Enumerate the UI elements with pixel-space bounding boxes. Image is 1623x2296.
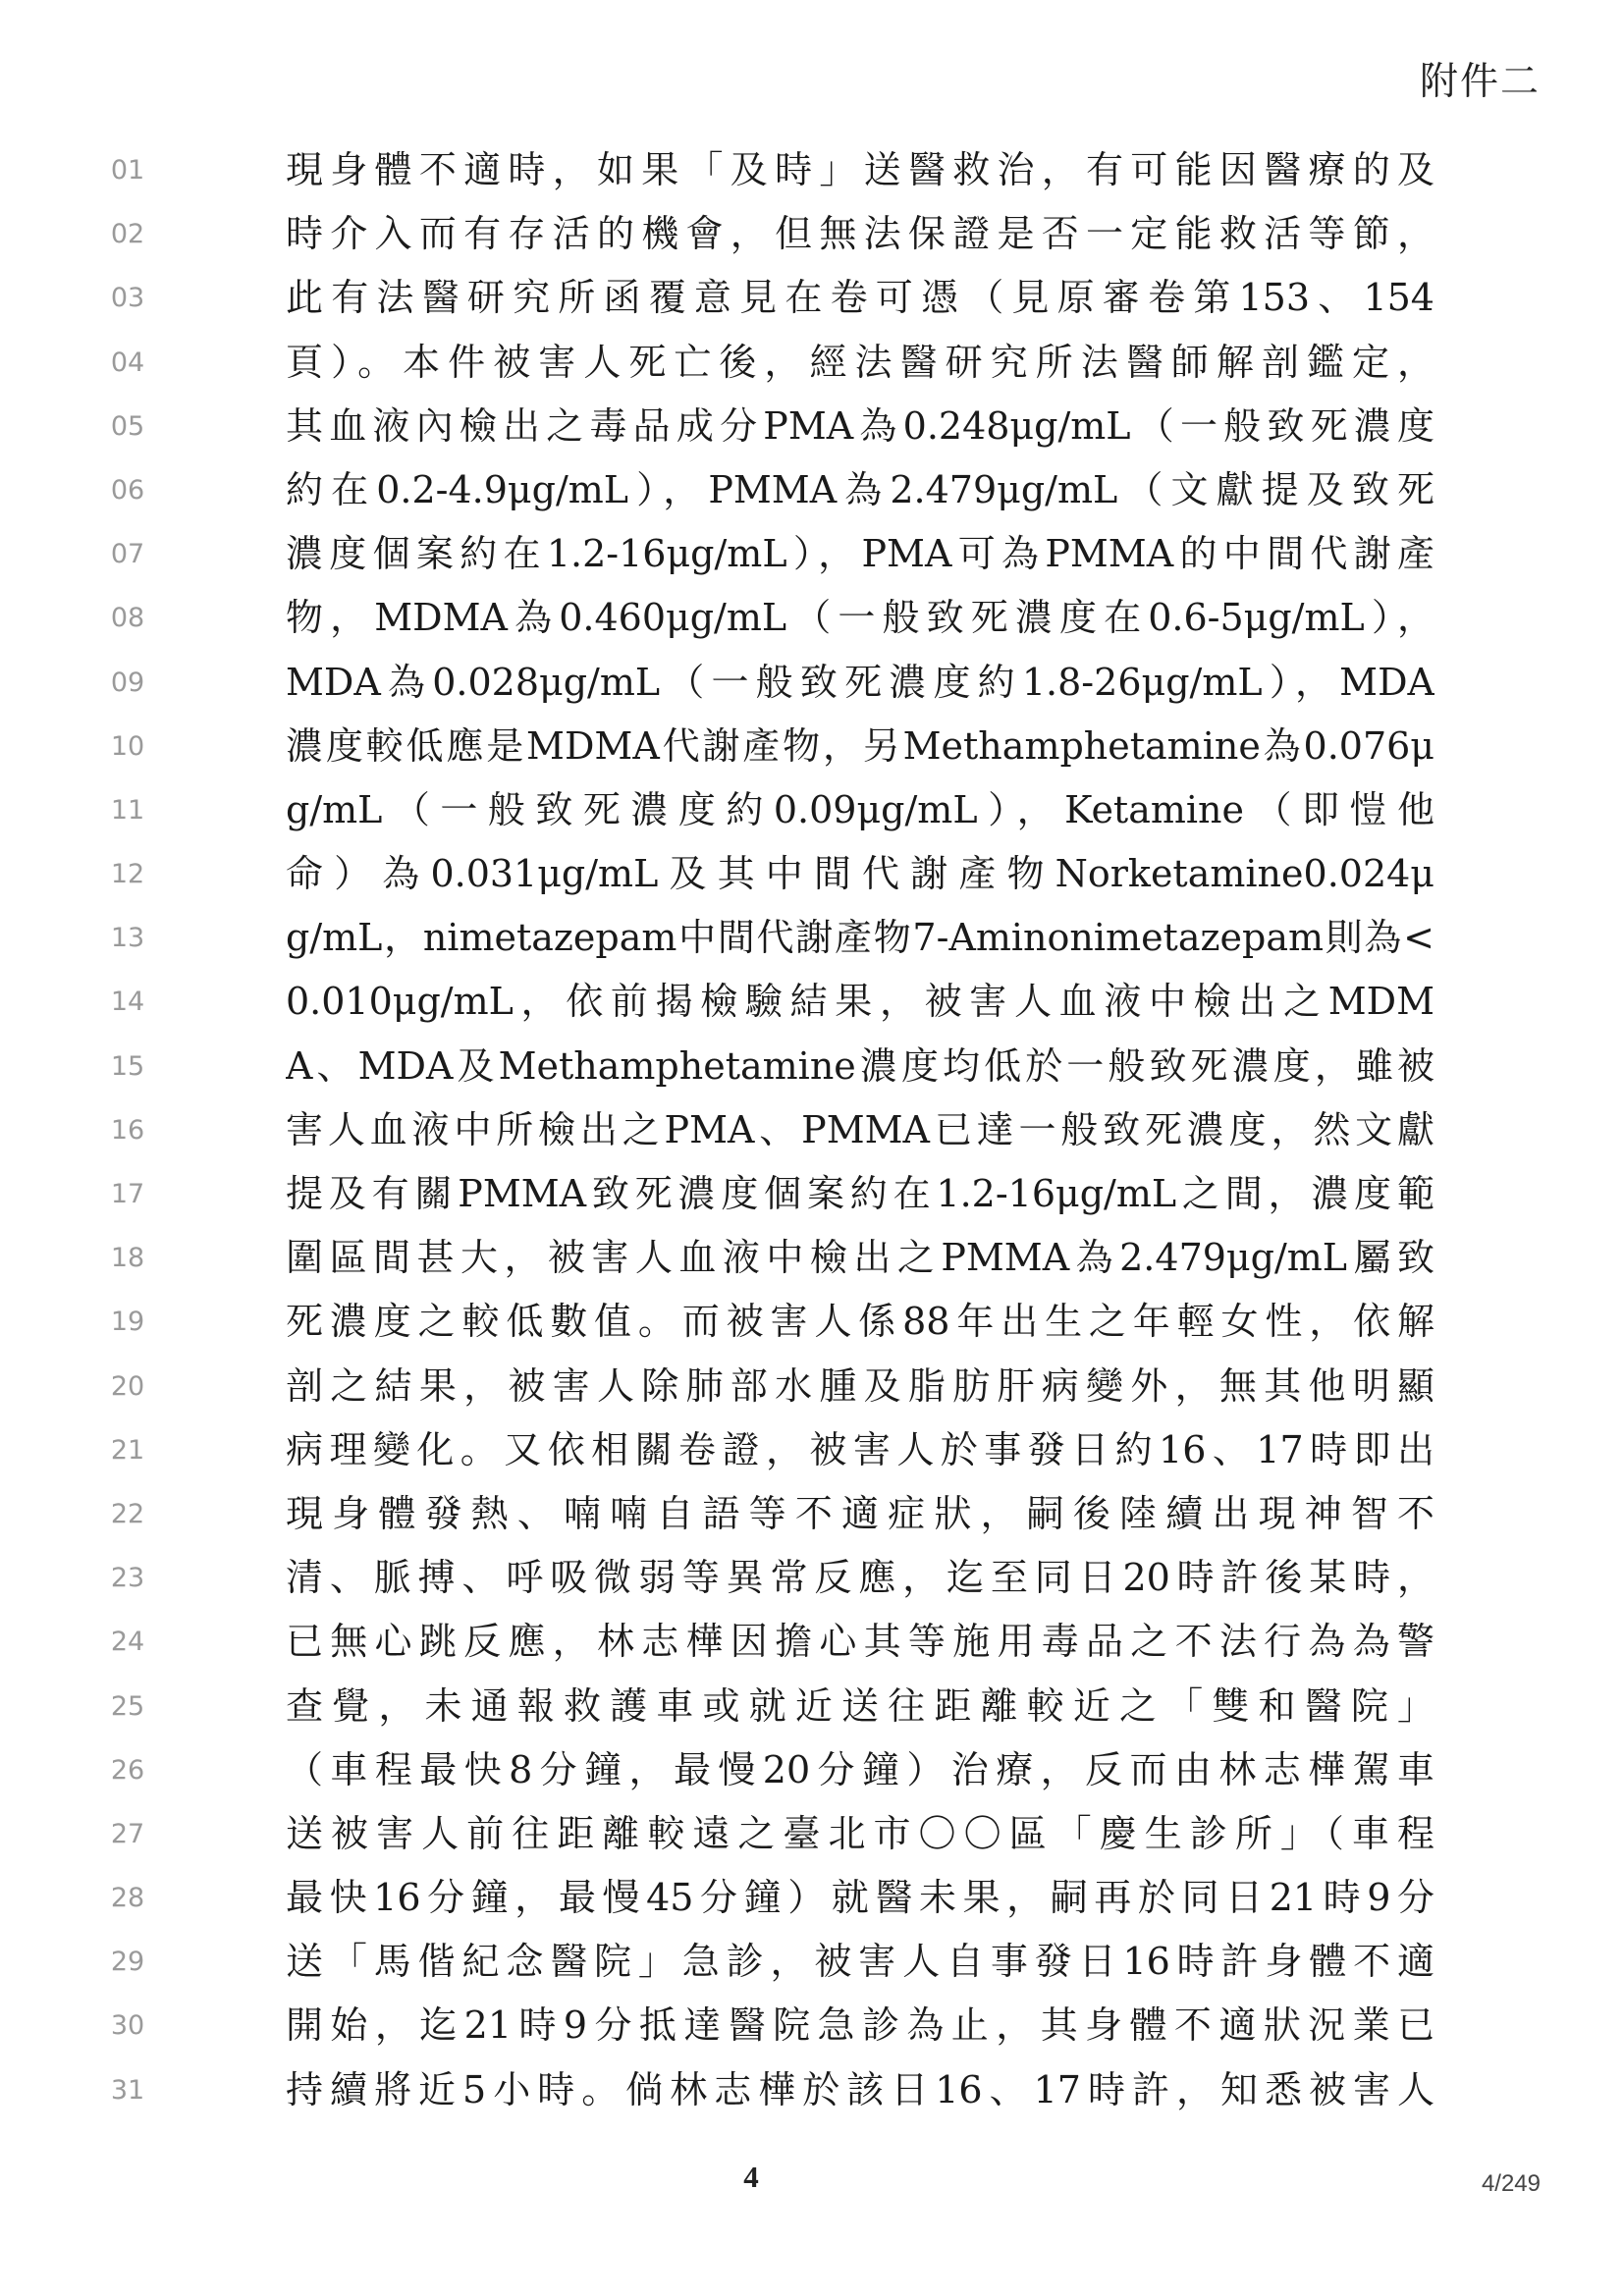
line-number: 07 (110, 539, 145, 570)
line-number: 20 (110, 1370, 145, 1402)
line-number: 24 (110, 1627, 145, 1658)
line-number: 22 (110, 1498, 145, 1529)
line-text: 剖之結果，被害人除肺部水腫及脂肪肝病變外，無其他明顯 (286, 1363, 1434, 1408)
text-line (0, 1997, 1623, 2060)
line-text: 提及有關PMMA致死濃度個案約在1.2-16μg/mL之間，濃度範 (286, 1172, 1434, 1215)
text-line (0, 1678, 1623, 1741)
text-line (0, 781, 1623, 845)
line-number: 04 (110, 347, 145, 378)
line-text: 送被害人前往距離較遠之臺北市〇〇區「慶生診所」（車程 (286, 1811, 1434, 1855)
page-count: 4/249 (1481, 2170, 1541, 2197)
line-number: 26 (110, 1754, 145, 1786)
text-line (0, 1165, 1623, 1229)
line-text: 開始，迄21時9分抵達醫院急診為止，其身體不適狀況業已 (286, 2003, 1434, 2048)
line-number: 30 (110, 2010, 145, 2042)
line-number: 31 (110, 2074, 145, 2106)
text-line (0, 1549, 1623, 1613)
line-text: g/mL（一般致死濃度約0.09μg/mL），Ketamine（即愷他 (286, 787, 1434, 831)
line-text: 時介入而有存活的機會，但無法保證是否一定能救活等節， (286, 212, 1434, 256)
line-text: 此有法醫研究所函覆意見在卷可憑（見原審卷第153、154 (286, 276, 1434, 320)
text-line (0, 1101, 1623, 1165)
line-number: 06 (110, 474, 145, 506)
line-number: 11 (110, 794, 145, 826)
line-text: 濃度較低應是MDMA代謝產物，另Methamphetamine為0.076μ (286, 723, 1434, 768)
text-line (0, 718, 1623, 781)
text-line (0, 1038, 1623, 1101)
line-number: 29 (110, 1947, 145, 1978)
text-line (0, 1358, 1623, 1421)
line-number: 28 (110, 1883, 145, 1914)
text-line (0, 1485, 1623, 1549)
line-text: 送「馬偕紀念醫院」急診，被害人自事發日16時許身體不適 (286, 1940, 1434, 1984)
line-number: 03 (110, 283, 145, 314)
line-text: 約在0.2-4.9μg/mL），PMMA為2.479μg/mL（文獻提及致死 (286, 467, 1434, 511)
text-line (0, 1805, 1623, 1869)
line-text: 物，MDMA為0.460μg/mL（一般致死濃度在0.6-5μg/mL）， (286, 596, 1434, 640)
page-number: 4 (743, 2160, 759, 2194)
text-line (0, 1293, 1623, 1357)
text-line (0, 1229, 1623, 1293)
text-line (0, 1869, 1623, 1933)
line-number: 12 (110, 859, 145, 890)
line-number: 21 (110, 1434, 145, 1466)
line-text: g/mL，nimetazepam中間代謝產物7-Aminonimetazepam則為< (286, 916, 1434, 960)
text-line (0, 334, 1623, 398)
text-line (0, 461, 1623, 525)
line-number: 13 (110, 923, 145, 954)
annex-label: 附件二 (1419, 60, 1541, 104)
line-text: 害人血液中所檢出之PMA、PMMA已達一般致死濃度，然文獻 (286, 1107, 1434, 1151)
line-text: 0.010μg/mL，依前揭檢驗結果，被害人血液中檢出之MDM (286, 980, 1434, 1024)
line-text: A、MDA及Methamphetamine濃度均低於一般致死濃度，雖被 (286, 1043, 1434, 1088)
text-line (0, 654, 1623, 718)
text-line (0, 1933, 1623, 1997)
line-text: 查覺，未通報救護車或就近送往距離較近之「雙和醫院」 (286, 1683, 1434, 1728)
line-number: 02 (110, 219, 145, 250)
line-text: （車程最快8分鐘，最慢20分鐘）治療，反而由林志樺駕車 (286, 1747, 1434, 1791)
line-number: 27 (110, 1818, 145, 1849)
text-line (0, 845, 1623, 909)
line-number: 08 (110, 603, 145, 634)
line-number: 16 (110, 1114, 145, 1146)
line-text: 最快16分鐘，最慢45分鐘）就醫未果，嗣再於同日21時9分 (286, 1876, 1434, 1920)
line-text: 清、脈搏、呼吸微弱等異常反應，迄至同日20時許後某時， (286, 1556, 1434, 1600)
text-line (0, 973, 1623, 1037)
line-number: 10 (110, 730, 145, 762)
line-text: 死濃度之較低數值。而被害人係88年出生之年輕女性，依解 (286, 1300, 1434, 1344)
line-number: 18 (110, 1243, 145, 1274)
line-number: 01 (110, 155, 145, 186)
line-number: 25 (110, 1690, 145, 1722)
text-line (0, 2061, 1623, 2125)
text-line (0, 1613, 1623, 1677)
line-text: 圍區間甚大，被害人血液中檢出之PMMA為2.479μg/mL屬致 (286, 1236, 1434, 1280)
text-line (0, 589, 1623, 653)
line-text: 持續將近5小時。倘林志樺於該日16、17時許，知悉被害人 (286, 2067, 1434, 2111)
line-text: 頁）。本件被害人死亡後，經法醫研究所法醫師解剖鑑定， (286, 340, 1434, 384)
text-line (0, 205, 1623, 269)
line-text: 現身體發熱、喃喃自語等不適症狀，嗣後陸續出現神智不 (286, 1491, 1434, 1535)
line-text: 命）為0.031μg/mL及其中間代謝產物Norketamine0.024μ (286, 852, 1434, 896)
line-text: 濃度個案約在1.2-16μg/mL），PMA可為PMMA的中間代謝產 (286, 532, 1434, 576)
text-line (0, 1421, 1623, 1485)
line-text: 其血液內檢出之毒品成分PMA為0.248μg/mL（一般致死濃度 (286, 403, 1434, 448)
numbered-text-body (0, 141, 1623, 2125)
line-number: 14 (110, 987, 145, 1018)
line-text: 現身體不適時，如果「及時」送醫救治，有可能因醫療的及 (286, 148, 1434, 191)
line-number: 17 (110, 1179, 145, 1209)
text-line (0, 141, 1623, 205)
line-text: 已無心跳反應，林志樺因擔心其等施用毒品之不法行為為警 (286, 1620, 1434, 1664)
line-text: MDA為0.028μg/mL（一般致死濃度約1.8-26μg/mL），MDA (286, 660, 1434, 704)
text-line (0, 269, 1623, 333)
line-number: 19 (110, 1307, 145, 1338)
line-number: 09 (110, 667, 145, 698)
text-line (0, 525, 1623, 589)
line-number: 05 (110, 410, 145, 442)
line-number: 23 (110, 1563, 145, 1594)
line-number: 15 (110, 1050, 145, 1082)
text-line (0, 398, 1623, 461)
text-line (0, 1741, 1623, 1805)
line-text: 病理變化。又依相關卷證，被害人於事發日約16、17時即出 (286, 1427, 1434, 1471)
text-line (0, 909, 1623, 973)
